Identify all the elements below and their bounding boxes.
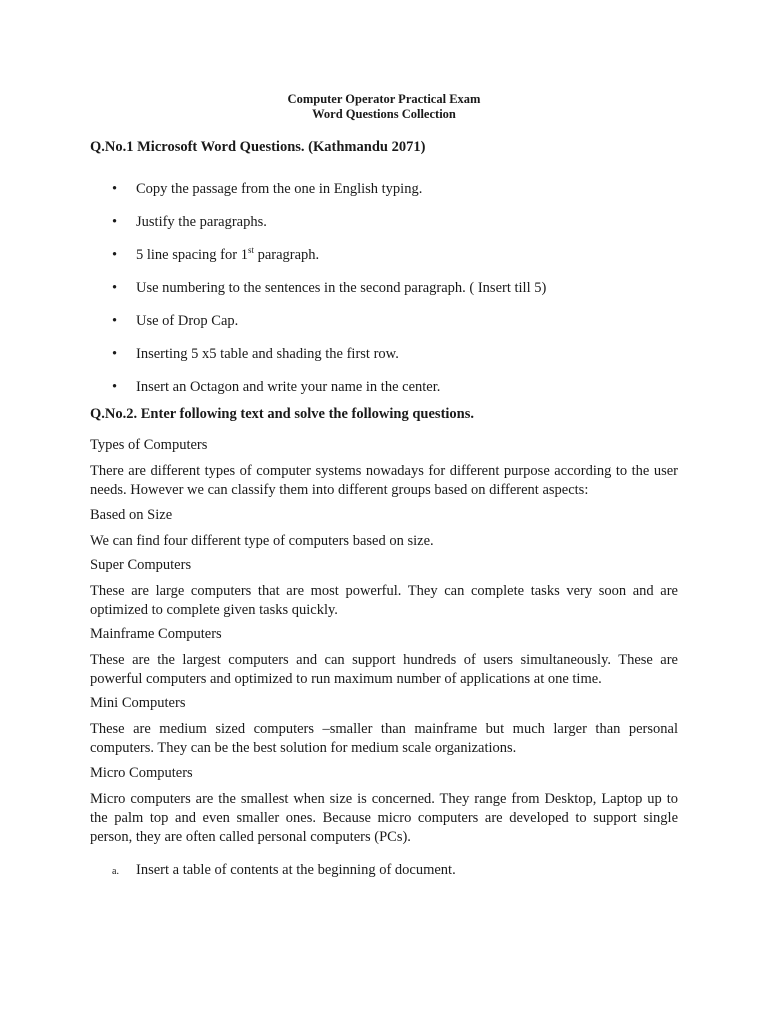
document-title: Computer Operator Practical Exam (287, 92, 481, 106)
section-heading: Based on Size (90, 507, 173, 523)
superscript-ordinal: st (247, 245, 254, 256)
section-paragraph: These are medium sized computers –smaller than mainframe but much larger than personal computers. They can be the best solution for medium scale organizations. (90, 721, 678, 756)
bullet-marker: • (112, 379, 118, 395)
bullet-marker: • (112, 214, 118, 230)
bullet-marker: • (112, 181, 118, 197)
section-paragraph: There are different types of computer systems nowadays for different purpose according to the user needs. However we can classify them into different groups based on different aspects: (90, 463, 678, 498)
document-subtitle: Word Questions Collection (312, 107, 456, 121)
list-item: Inserting 5 x5 table and shading the first row. (136, 346, 399, 362)
list-item-text: 5 line spacing for 1 (136, 247, 248, 263)
list-item (136, 247, 319, 264)
section-paragraph: These are large computers that are most powerful. They can complete tasks very soon and are optimized to complete given tasks quickly. (90, 583, 678, 618)
task-marker: a. (112, 866, 119, 877)
bullet-marker: • (112, 247, 118, 263)
list-item: Justify the paragraphs. (136, 214, 267, 230)
question-2-heading: Q.No.2. Enter following text and solve the following questions. (90, 406, 475, 422)
bullet-marker: • (112, 313, 118, 329)
question-1-heading: Q.No.1 Microsoft Word Questions. (Kathmandu 2071) (90, 139, 426, 155)
list-item: Use of Drop Cap. (136, 313, 239, 329)
section-heading: Mini Computers (90, 695, 186, 711)
section-heading: Types of Computers (90, 437, 208, 453)
section-paragraph: These are the largest computers and can support hundreds of users simultaneously. These are powerful computers and optimized to run maximum number of applications at one time. (90, 652, 678, 687)
section-paragraph: Micro computers are the smallest when size is concerned. They range from Desktop, Laptop up to the palm top and even smaller ones. Because micro computers are developed to support single person, they are often called personal computers (PCs). (90, 791, 678, 845)
task-item: Insert a table of contents at the beginning of document. (136, 862, 456, 878)
section-heading: Mainframe Computers (90, 626, 222, 642)
list-item: Use numbering to the sentences in the second paragraph. ( Insert till 5) (136, 280, 547, 296)
bullet-marker: • (112, 346, 118, 362)
list-item: Copy the passage from the one in English typing. (136, 181, 423, 197)
section-heading: Super Computers (90, 557, 192, 573)
list-item-text-end: paragraph. (253, 247, 320, 263)
section-paragraph: We can find four different type of computers based on size. (90, 533, 434, 549)
list-item: Insert an Octagon and write your name in the center. (136, 379, 441, 395)
bullet-marker: • (112, 280, 118, 296)
section-heading: Micro Computers (90, 765, 193, 781)
